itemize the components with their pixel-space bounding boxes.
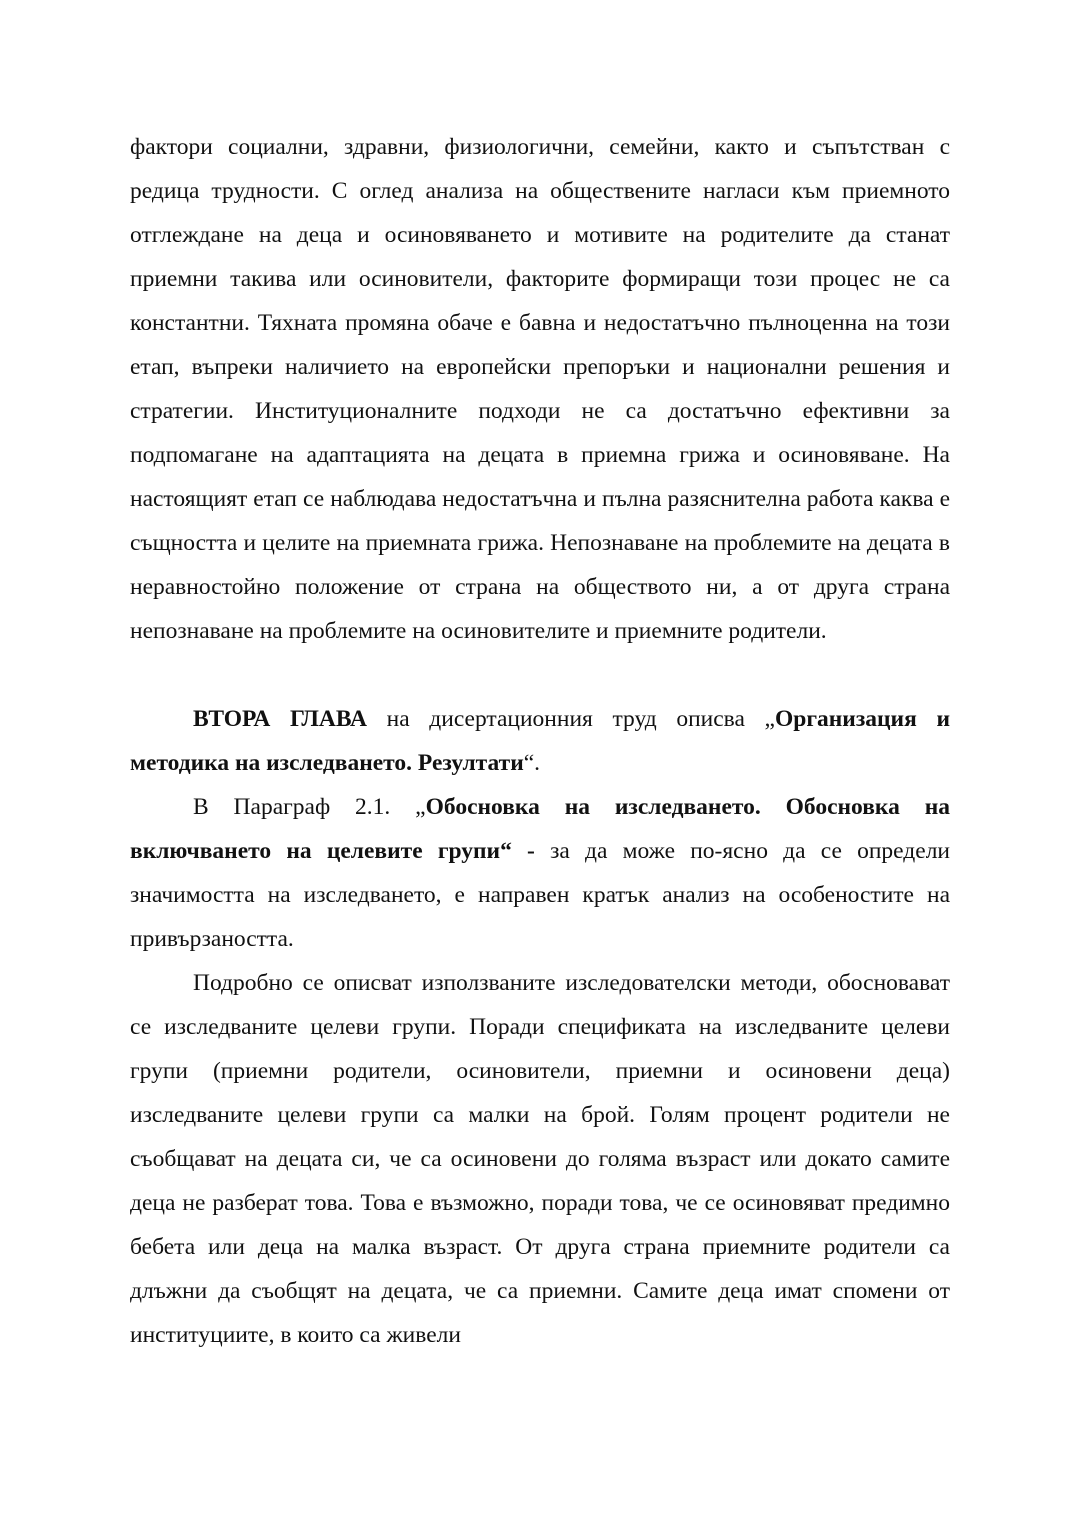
chapter-title: Организация и методика на изследването. Резултати bbox=[130, 706, 950, 776]
methods-paragraph: Подробно се описват използваните изследователски методи, обосновават се изследваните целеви групи. Поради спецификата на изследваните целеви групи (приемни родители, осиновители, приемни и осиновени деца) изследваните целеви групи са малки на брой. Голям процент родители не съобщават на децата си, че са осиновени до голяма възраст или докато самите деца не разберат това. Това е възможно, поради това, че се осиновяват предимно бебета или деца на малка възраст. От друга страна приемните родители са длъжни да съобщят на децата, че са приемни. Самите деца имат спомени от институциите, в които са живели bbox=[130, 970, 950, 1348]
section-2-1-paragraph bbox=[130, 785, 950, 961]
section-text: за да може по-ясно да се определи значимостта на изследването, е направен кратък анализ на особеностите на привързаността. bbox=[130, 838, 950, 952]
chapter-two-paragraph bbox=[130, 697, 950, 785]
chapter-heading: ВТОРА ГЛАВА bbox=[193, 706, 368, 732]
paragraph-intro: фактори социални, здравни, физиологични, семейни, както и съпътстван с редица трудности. С оглед анализа на обществените нагласи към приемното отглеждане на деца и осиновяването и мотивите на родителите да станат приемни такива или осиновители, факторите формиращи този процес не са константни. Тяхната промяна обаче е бавна и недостатъчно пълноценна на този етап, въпреки наличието на европейски препоръки и национални решения и стратегии. Институционалните подходи не са достатъчно ефективни за подпомагане на адаптацията на децата в приемна грижа и осиновяване. На настоящият етап се наблюдава недостатъчна и пълна разяснителна работа каква е същността и целите на приемната грижа. Непознаване на проблемите на децата в неравностойно положение от страна на обществото ни, а от друга страна непознаване на проблемите на осиновителите и приемните родители. bbox=[130, 134, 950, 644]
document-page bbox=[130, 125, 950, 1357]
chapter-title-closing: “. bbox=[523, 750, 541, 776]
paragraph-gap bbox=[130, 653, 950, 697]
section-title: Обосновка на изследването. Обосновка на включването на целевите групи“ - bbox=[130, 794, 951, 864]
section-prefix: В Параграф 2.1. „ bbox=[193, 794, 426, 820]
chapter-description: на дисертационния труд описва „ bbox=[367, 706, 775, 732]
